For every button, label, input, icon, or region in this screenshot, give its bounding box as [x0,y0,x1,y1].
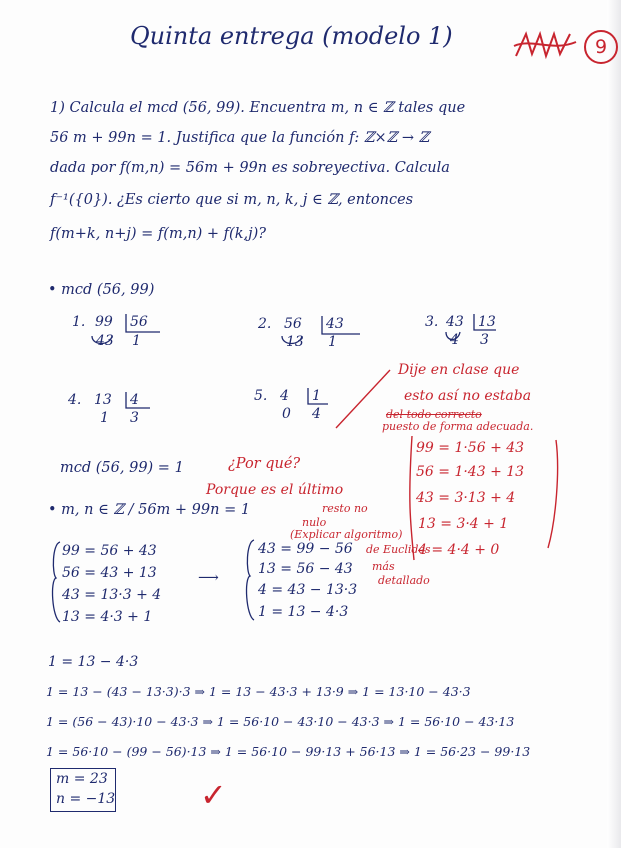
teacher-note-struck: del todo correcto [386,408,482,421]
right-system-line: 13 = 56 − 43 [258,561,353,577]
statement-line: 56 m + 99n = 1. Justifica que la función f: ℤ×ℤ → ℤ [50,130,430,146]
mn-heading: • m, n ∈ ℤ / 56m + 99n = 1 [48,502,251,518]
notebook-page: Quinta entrega (modelo 1) 9 1) Calcula el mcd (56, 99). Encuentra m, n ∈ ℤ tales que 56 m + 99n = 1. Justifica que la función f: ℤ×ℤ → ℤ dada por f(m,n) = 56m + 99n es sobreyectiva. Calcula f⁻¹({0}). ¿Es cierto que si m, n, k, j ∈ ℤ, entonces f(m+k, n+j) = f(m,n) + f(k,j)? • mcd (56, 99) 1. 99 56 43 1 2. 56 43 13 1 3. 43 13 4 3 4. 13 4 1 3 5. 4 1 0 4 Dije en clase que esto así no estaba del todo correcto puesto de forma adecuada. 99 = 1·56 + 43 56 = 1·43 + 13 43 = 3·13 + 4 13 = 3·4 + 1 4 = 4·4 + 0 mcd (56, 99) = 1 ¿Por qué? Porque es el último resto no nulo (Explicar algoritmo) de Euclides más detallado • m, n ∈ ℤ / 56m + 99n = 1 99 = 56 + 43 56 = 43 + 13 43 = 13·3 + 4 13 = 4·3 + 1 ⟶ 43 = 99 − 56 13 = 56 − 43 4 = 43 − 13·3 1 = 13 − 4·3 1 = 13 − 4·3 1 = 13 − (43 − 13·3)·3 ⇒ 1 = 13 − 43·3 + 13·9 ⇒ 1 = 13·10 − 43·3 1 = (56 − 43)·10 − 43·3 ⇒ 1 = 56·10 − 43·10 − 43·3 ⇒ 1 = 56·10 − 43·13 1 = 56·10 − (99 − 56)·13 ⇒ 1 = 56·10 − 99·13 + 56·13 ⇒ 1 = 56·23 − 99·13 m = 23 n = −13 ✓ [0,0,621,848]
teacher-comment: más [372,560,395,573]
page-shadow-edge [607,0,621,848]
statement-line: 1) Calcula el mcd (56, 99). Encuentra m, n ∈ ℤ tales que [50,100,466,116]
teacher-note: Dije en clase que [398,362,520,378]
grade-badge: 9 [584,30,618,64]
teacher-comment: nulo [302,516,327,529]
teacher-comment: detallado [378,574,430,587]
statement-line: f⁻¹({0}). ¿Es cierto que si m, n, k, j ∈ ℤ, entonces [50,192,414,208]
mcd-result: mcd (56, 99) = 1 [60,460,184,476]
left-system-line: 13 = 4·3 + 1 [62,609,153,625]
teacher-note: esto así no estaba [404,388,532,404]
teacher-equation: 99 = 1·56 + 43 [416,440,525,456]
implies-arrow-icon: ⟶ [198,570,219,586]
teacher-comment: resto no [322,502,368,515]
teacher-equation: 13 = 3·4 + 1 [418,516,509,532]
step-line: 1 = (56 − 43)·10 − 43·3 ⇒ 1 = 56·10 − 43·10 − 43·3 ⇒ 1 = 56·10 − 43·13 [46,714,515,729]
crossed-out-grade-icon [512,28,578,62]
teacher-question: ¿Por qué? [228,456,301,472]
checkmark-icon: ✓ [200,776,227,814]
step-line: 1 = 56·10 − (99 − 56)·13 ⇒ 1 = 56·10 − 99·13 + 56·13 ⇒ 1 = 56·23 − 99·13 [46,744,531,759]
step-line: 1 = 13 − 4·3 [48,654,139,670]
teacher-comment: de Euclides [366,543,431,556]
teacher-comment: (Explicar algoritmo) [290,528,403,541]
left-system-line: 43 = 13·3 + 4 [62,587,162,603]
step-line: 1 = 13 − (43 − 13·3)·3 ⇒ 1 = 13 − 43·3 + 13·9 ⇒ 1 = 13·10 − 43·3 [46,684,471,699]
teacher-note: puesto de forma adecuada. [382,420,534,433]
right-system-line: 43 = 99 − 56 [258,541,353,557]
statement-line: f(m+k, n+j) = f(m,n) + f(k,j)? [50,226,267,242]
answer-m: m = 23 [56,771,108,787]
left-system-line: 56 = 43 + 13 [62,565,157,581]
page-title: Quinta entrega (modelo 1) [130,22,453,50]
teacher-equation: 56 = 1·43 + 13 [416,464,525,480]
right-system-line: 1 = 13 − 4·3 [258,604,349,620]
answer-n: n = −13 [56,791,116,807]
teacher-equation: 43 = 3·13 + 4 [416,490,516,506]
teacher-comment: Porque es el último [206,482,344,498]
left-system-line: 99 = 56 + 43 [62,543,157,559]
teacher-equation: 4 = 4·4 + 0 [418,542,500,558]
statement-line: dada por f(m,n) = 56m + 99n es sobreyectiva. Calcula [50,160,450,176]
right-system-line: 4 = 43 − 13·3 [258,582,358,598]
mcd-heading: • mcd (56, 99) [48,282,155,298]
